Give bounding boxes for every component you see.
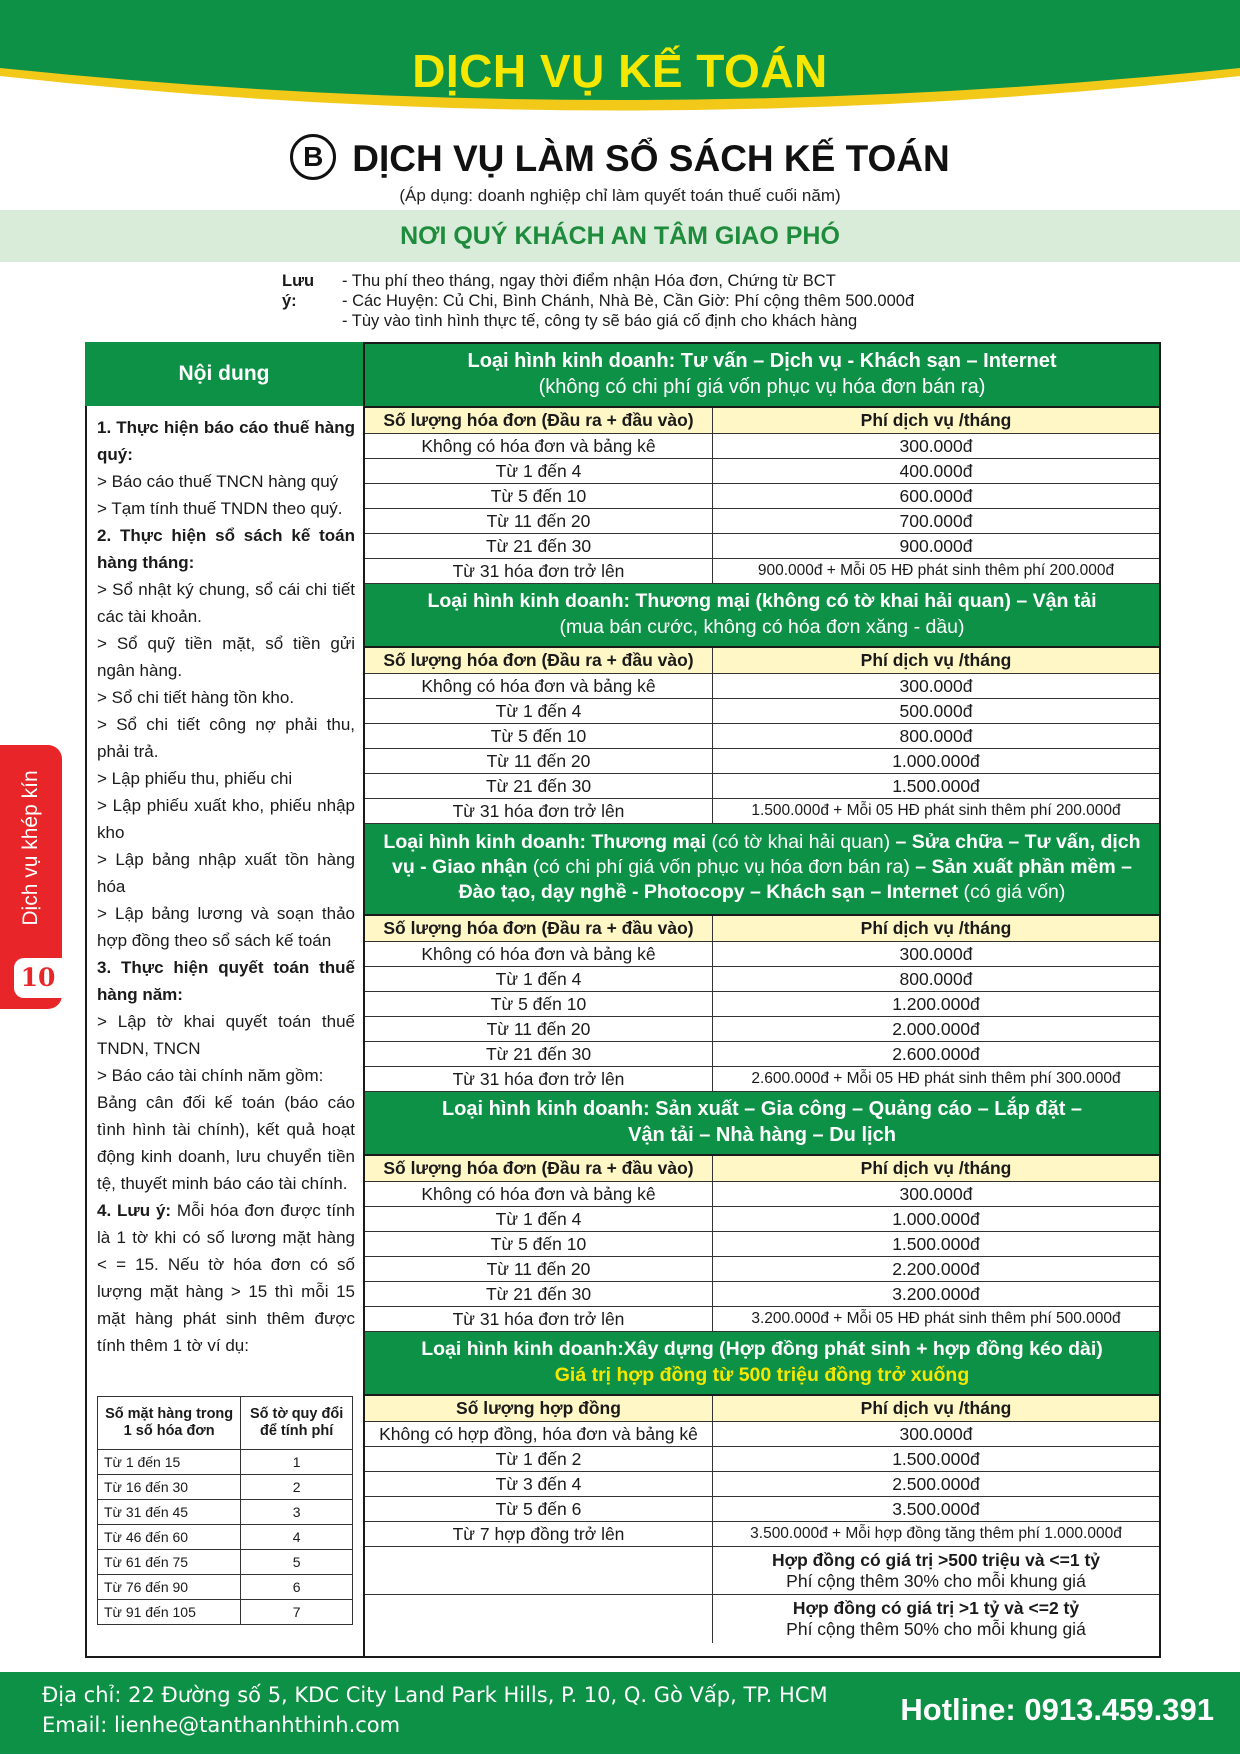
column-header-row xyxy=(365,916,1159,942)
mini-cell: 2 xyxy=(241,1475,353,1500)
content-column-header: Nội dung xyxy=(85,342,365,406)
footer-email: Email: lienhe@tanthanhthinh.com xyxy=(42,1713,401,1737)
section-letter-badge: B xyxy=(290,134,336,180)
cell: Từ 1 đến 2 xyxy=(365,1447,713,1471)
cell: 300.000đ xyxy=(899,1424,973,1444)
column-header: Phí dịch vụ /tháng xyxy=(860,918,1012,938)
cell: 700.000đ xyxy=(899,511,973,531)
table-row xyxy=(98,1600,353,1625)
content-item: > Sổ chi tiết công nợ phải thu, phải trả. xyxy=(97,715,355,761)
cell: 2.000.000đ xyxy=(892,1019,980,1039)
block-title-segment: – Sửa chữa – Tư vấn, dịch vụ - Giao nhận xyxy=(391,831,1141,878)
column-header: Phí dịch vụ /tháng xyxy=(860,1398,1012,1418)
table-row xyxy=(365,509,1159,534)
mini-cell: 1 xyxy=(241,1450,353,1475)
table-row xyxy=(365,1522,1159,1547)
table-row xyxy=(98,1475,353,1500)
column-header: Phí dịch vụ /tháng xyxy=(860,410,1012,430)
cell: Từ 21 đến 30 xyxy=(365,1042,713,1066)
footer xyxy=(0,1672,1240,1754)
content-item: > Tạm tính thuế TNDN theo quý. xyxy=(97,499,343,518)
block-title: Vận tải – Nhà hàng – Du lịch xyxy=(628,1124,896,1146)
surcharge-row xyxy=(365,1547,1159,1595)
cell: Từ 5 đến 10 xyxy=(365,992,713,1016)
footer-hotline: Hotline: 0913.459.391 xyxy=(900,1692,1214,1727)
mini-cell: 7 xyxy=(241,1600,353,1625)
content-item: > Sổ chi tiết hàng tồn kho. xyxy=(97,688,295,707)
cell: 3.500.000đ xyxy=(892,1499,980,1519)
cell: Từ 31 hóa đơn trở lên xyxy=(365,559,713,583)
table-row xyxy=(98,1575,353,1600)
cell: 1.500.000đ xyxy=(892,776,980,796)
block-title: Loại hình kinh doanh: Thương mại (không có tờ khai hải quan) – Vận tải xyxy=(427,590,1097,612)
table-row xyxy=(365,1067,1159,1092)
column-header: Phí dịch vụ /tháng xyxy=(860,650,1012,670)
block-header xyxy=(365,344,1159,408)
column-header: Số lượng hóa đơn (Đầu ra + đầu vào) xyxy=(365,916,713,941)
mini-cell: Từ 1 đến 15 xyxy=(98,1450,241,1475)
cell: Từ 11 đến 20 xyxy=(365,749,713,773)
cell: Từ 21 đến 30 xyxy=(365,1282,713,1306)
cell: 800.000đ xyxy=(899,726,973,746)
content-item: > Báo cáo tài chính năm gồm: xyxy=(97,1066,324,1085)
mini-cell: Từ 91 đến 105 xyxy=(98,1600,241,1625)
table-row xyxy=(98,1450,353,1475)
column-header: Số lượng hóa đơn (Đầu ra + đầu vào) xyxy=(365,1156,713,1181)
block-subtitle: (không có chi phí giá vốn phục vụ hóa đơn bán ra) xyxy=(538,376,986,398)
content-item: > Báo cáo thuế TNCN hàng quý xyxy=(97,472,339,491)
cell: 1.500.000đ + Mỗi 05 HĐ phát sinh thêm phí 200.000đ xyxy=(751,802,1121,819)
table-row xyxy=(365,484,1159,509)
block-header xyxy=(365,584,1159,648)
block-header xyxy=(365,1332,1159,1396)
table-row xyxy=(365,774,1159,799)
table-row xyxy=(365,1257,1159,1282)
column-header: Số lượng hóa đơn (Đầu ra + đầu vào) xyxy=(365,408,713,433)
table-row xyxy=(365,1017,1159,1042)
service-content-list xyxy=(97,414,355,1359)
cell: Không có hóa đơn và bảng kê xyxy=(365,434,713,458)
mini-cell: Từ 31 đến 45 xyxy=(98,1500,241,1525)
mini-cell: 5 xyxy=(241,1550,353,1575)
table-row xyxy=(365,799,1159,824)
table-row xyxy=(365,942,1159,967)
cell: 1.500.000đ xyxy=(892,1449,980,1469)
block-title: Loại hình kinh doanh: Sản xuất – Gia công – Quảng cáo – Lắp đặt – xyxy=(441,1098,1083,1120)
notes-label: Lưu ý: xyxy=(282,272,315,310)
cell: 2.500.000đ xyxy=(892,1474,980,1494)
table-row xyxy=(365,559,1159,584)
column-header-row xyxy=(365,648,1159,674)
content-item: 1. Thực hiện báo cáo thuế hàng quý: xyxy=(97,418,355,464)
table-row xyxy=(365,1307,1159,1332)
cell: 2.600.000đ xyxy=(892,1044,980,1064)
cell: Từ 5 đến 6 xyxy=(365,1497,713,1521)
table-row xyxy=(365,674,1159,699)
cell: 1.000.000đ xyxy=(892,751,980,771)
table-row xyxy=(365,434,1159,459)
cell: 500.000đ xyxy=(899,701,973,721)
mini-cell: 6 xyxy=(241,1575,353,1600)
cell: 300.000đ xyxy=(899,944,973,964)
cell: 300.000đ xyxy=(899,436,973,456)
cell: 900.000đ + Mỗi 05 HĐ phát sinh thêm phí 200.000đ xyxy=(757,562,1115,579)
section-subtitle: (Áp dụng: doanh nghiệp chỉ làm quyết toán thuế cuối năm) xyxy=(399,186,841,205)
cell: 300.000đ xyxy=(899,1184,973,1204)
surcharge-title: Hợp đồng có giá trị >1 tỷ và <=2 tỷ xyxy=(792,1598,1080,1618)
content-item: 2. Thực hiện sổ sách kế toán hàng tháng: xyxy=(97,526,355,572)
cell: Từ 11 đến 20 xyxy=(365,1017,713,1041)
cell: 1.500.000đ xyxy=(892,1234,980,1254)
item-conversion-table xyxy=(97,1396,353,1625)
table-row xyxy=(365,1422,1159,1447)
block-header xyxy=(365,1092,1159,1156)
invoice-note xyxy=(97,1197,355,1359)
cell: Từ 21 đến 30 xyxy=(365,774,713,798)
cell: 1.000.000đ xyxy=(892,1209,980,1229)
table-row xyxy=(98,1550,353,1575)
note-line: - Thu phí theo tháng, ngay thời điểm nhận Hóa đơn, Chứng từ BCT xyxy=(342,272,836,290)
block-title: Loại hình kinh doanh: Tư vấn – Dịch vụ - Khách sạn – Internet xyxy=(467,350,1057,372)
table-row xyxy=(365,1497,1159,1522)
cell: 300.000đ xyxy=(899,676,973,696)
table-row xyxy=(365,1472,1159,1497)
pricing-blocks xyxy=(365,344,1159,1643)
content-item: > Lập phiếu xuất kho, phiếu nhập kho xyxy=(97,796,355,842)
invoice-note-text: Mỗi hóa đơn được tính là 1 tờ khi có số lương mặt hàng < = 15. Nếu tờ hóa đơn có số lượng mặt hàng > 15 thì mỗi 15 mặt hàng phát sinh thêm được tính thêm 1 tờ ví dụ: xyxy=(97,1201,355,1355)
cell: 1.200.000đ xyxy=(892,994,980,1014)
cell: Từ 5 đến 10 xyxy=(365,484,713,508)
surcharge-row xyxy=(365,1595,1159,1643)
cell: Không có hóa đơn và bảng kê xyxy=(365,674,713,698)
table-row xyxy=(365,534,1159,559)
side-tab-label: Dịch vụ khép kín xyxy=(19,770,42,926)
table-row xyxy=(365,699,1159,724)
mini-cell: 3 xyxy=(241,1500,353,1525)
cell: Từ 31 hóa đơn trở lên xyxy=(365,1067,713,1091)
cell: 800.000đ xyxy=(899,969,973,989)
cell: Không có hợp đồng, hóa đơn và bảng kê xyxy=(365,1422,713,1446)
table-row xyxy=(365,1447,1159,1472)
cell: 600.000đ xyxy=(899,486,973,506)
block-title-segment: (có giá vốn) xyxy=(963,881,1066,903)
table-row xyxy=(365,459,1159,484)
cell: Không có hóa đơn và bảng kê xyxy=(365,1182,713,1206)
note-line: - Các Huyện: Củ Chi, Bình Chánh, Nhà Bè, Cần Giờ: Phí cộng thêm 500.000đ xyxy=(342,292,915,310)
table-row xyxy=(365,1282,1159,1307)
block-title-segment: Loại hình kinh doanh: Thương mại xyxy=(383,831,712,853)
table-row xyxy=(365,1207,1159,1232)
column-header-row xyxy=(365,1156,1159,1182)
section-title xyxy=(0,138,1240,184)
side-tab xyxy=(0,745,62,1009)
column-header-row xyxy=(365,1396,1159,1422)
mini-cell: Từ 61 đến 75 xyxy=(98,1550,241,1575)
mini-table-header: Số tờ quy đổi để tính phí xyxy=(241,1397,353,1450)
table-row xyxy=(365,992,1159,1017)
section-title-text: DỊCH VỤ LÀM SỔ SÁCH KẾ TOÁN xyxy=(352,138,950,179)
cell: 2.600.000đ + Mỗi 05 HĐ phát sinh thêm phí 300.000đ xyxy=(751,1070,1121,1087)
main-title: DỊCH VỤ KẾ TOÁN xyxy=(412,45,828,97)
content-item: > Lập bảng nhập xuất tồn hàng hóa xyxy=(97,850,355,896)
cell: Từ 5 đến 10 xyxy=(365,724,713,748)
invoice-note-label: 4. Lưu ý: xyxy=(97,1201,172,1220)
content-item: Bảng cân đối kế toán (báo cáo tình hình tài chính), kết quả hoạt động kinh doanh, lưu chuyển tiền tệ, thuyết minh báo cáo tài chính. xyxy=(97,1093,355,1193)
surcharge-title: Hợp đồng có giá trị >500 triệu và <=1 tỷ xyxy=(771,1550,1101,1570)
table-row xyxy=(365,724,1159,749)
table-row xyxy=(365,1182,1159,1207)
cell: Từ 3 đến 4 xyxy=(365,1472,713,1496)
column-header-row xyxy=(365,408,1159,434)
mini-cell: Từ 46 đến 60 xyxy=(98,1525,241,1550)
table-row xyxy=(98,1525,353,1550)
cell: Từ 11 đến 20 xyxy=(365,1257,713,1281)
column-header: Phí dịch vụ /tháng xyxy=(860,1158,1012,1178)
cell: Từ 1 đến 4 xyxy=(365,1207,713,1231)
cell: 900.000đ xyxy=(899,536,973,556)
mini-cell: Từ 16 đến 30 xyxy=(98,1475,241,1500)
note-line: - Tùy vào tình hình thực tế, công ty sẽ báo giá cố định cho khách hàng xyxy=(342,312,858,330)
content-item: 3. Thực hiện quyết toán thuế hàng năm: xyxy=(97,958,355,1004)
content-item: > Lập bảng lương và soạn thảo hợp đồng theo sổ sách kế toán xyxy=(97,904,355,950)
block-title-segment: (có chi phí giá vốn phục vụ hóa đơn bán ra) xyxy=(532,856,916,878)
table-row xyxy=(365,1042,1159,1067)
cell: 400.000đ xyxy=(899,461,973,481)
mini-cell: 4 xyxy=(241,1525,353,1550)
surcharge-text: Phí cộng thêm 50% cho mỗi khung giá xyxy=(786,1619,1086,1639)
block-highlight: Giá trị hợp đồng từ 500 triệu đồng trở xuống xyxy=(554,1364,970,1386)
content-item: > Sổ quỹ tiền mặt, sổ tiền gửi ngân hàng. xyxy=(97,634,355,680)
block-title-segment: – Sản xuất phần mềm – Đào tạo, dạy nghề - Photocopy – Khách sạn – Internet xyxy=(458,856,1133,903)
cell: 3.200.000đ + Mỗi 05 HĐ phát sinh thêm phí 500.000đ xyxy=(751,1310,1121,1327)
column-header: Số lượng hóa đơn (Đầu ra + đầu vào) xyxy=(365,648,713,673)
cell: 2.200.000đ xyxy=(892,1259,980,1279)
page-number: 10 xyxy=(14,958,62,998)
cell: Từ 31 hóa đơn trở lên xyxy=(365,1307,713,1331)
cell: Từ 7 hợp đồng trở lên xyxy=(365,1522,713,1546)
cell: Từ 31 hóa đơn trở lên xyxy=(365,799,713,823)
cell: 3.200.000đ xyxy=(892,1284,980,1304)
cell: 3.500.000đ + Mỗi hợp đồng tăng thêm phí 1.000.000đ xyxy=(750,1525,1122,1542)
footer-address: Địa chỉ: 22 Đường số 5, KDC City Land Park Hills, P. 10, Q. Gò Vấp, TP. HCM xyxy=(42,1683,828,1707)
mini-cell: Từ 76 đến 90 xyxy=(98,1575,241,1600)
cell: Từ 1 đến 4 xyxy=(365,967,713,991)
cell: Từ 1 đến 4 xyxy=(365,699,713,723)
table-row xyxy=(365,749,1159,774)
block-header xyxy=(365,824,1159,916)
tagline-banner: NƠI QUÝ KHÁCH AN TÂM GIAO PHÓ xyxy=(0,210,1240,262)
column-header: Số lượng hợp đồng xyxy=(365,1396,713,1421)
content-item: > Lập phiếu thu, phiếu chi xyxy=(97,769,293,788)
block-subtitle: (mua bán cước, không có hóa đơn xăng - dầu) xyxy=(559,616,965,638)
cell: Không có hóa đơn và bảng kê xyxy=(365,942,713,966)
mini-table-header: Số mặt hàng trong 1 số hóa đơn xyxy=(98,1397,241,1450)
surcharge-text: Phí cộng thêm 30% cho mỗi khung giá xyxy=(786,1571,1086,1591)
block-title: Loại hình kinh doanh:Xây dựng (Hợp đồng phát sinh + hợp đồng kéo dài) xyxy=(421,1338,1103,1360)
cell: Từ 5 đến 10 xyxy=(365,1232,713,1256)
table-row xyxy=(365,967,1159,992)
content-item: > Sổ nhật ký chung, sổ cái chi tiết các tài khoản. xyxy=(97,580,355,626)
cell: Từ 1 đến 4 xyxy=(365,459,713,483)
content-item: > Lập tờ khai quyết toán thuế TNDN, TNCN xyxy=(97,1012,355,1058)
block-title-segment: (có tờ khai hải quan) xyxy=(711,831,896,853)
table-row xyxy=(98,1500,353,1525)
table-row xyxy=(365,1232,1159,1257)
cell: Từ 21 đến 30 xyxy=(365,534,713,558)
cell: Từ 11 đến 20 xyxy=(365,509,713,533)
